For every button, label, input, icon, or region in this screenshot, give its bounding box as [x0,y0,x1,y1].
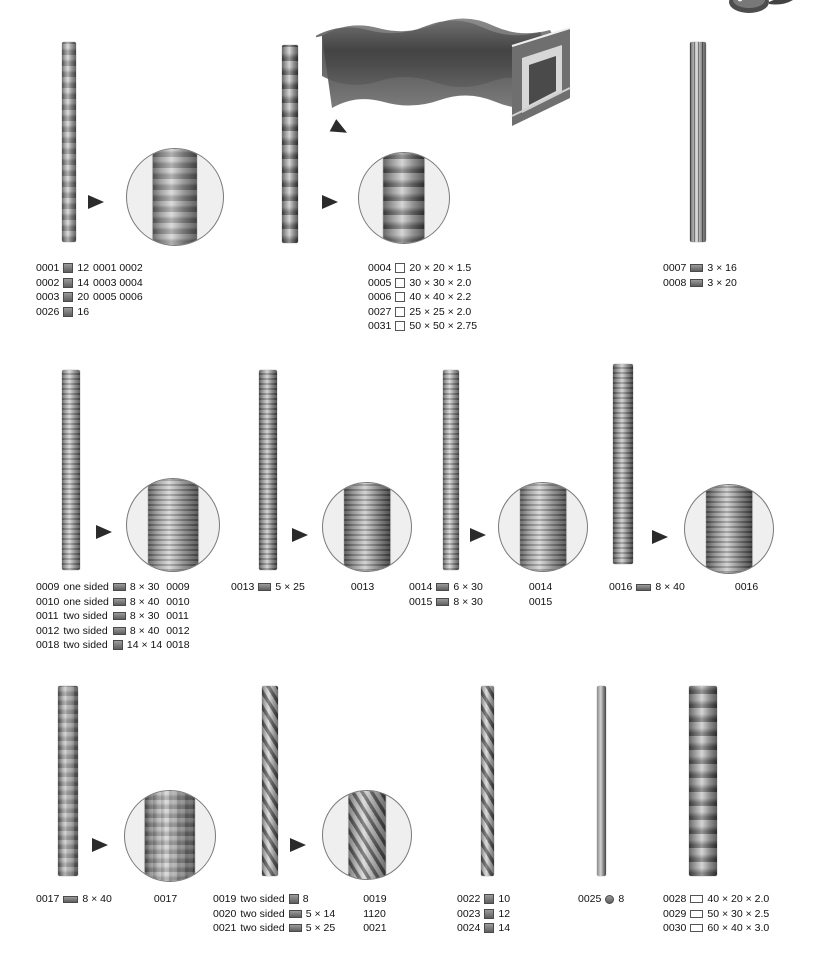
item-ref: 0010 [166,595,190,608]
item-spec: 12 [484,907,514,922]
item-spec: 12 [63,261,93,276]
profile-bar-floral [58,686,78,876]
item-spec: 25 × 25 × 2.0 [395,305,481,320]
item-code: 0014 [409,581,433,593]
item-code: 0029 [663,907,687,920]
profile-bar-spiral [481,686,494,876]
item-ref: 0012 [166,624,190,637]
item-ref: 0001 0002 [93,262,143,274]
item-spec: 8 × 30 [113,580,166,595]
item-code: 0027 [368,305,392,318]
item-spec: 5 × 25 [258,580,309,595]
item-code: 0030 [663,922,687,934]
item-sides: two sided [63,624,108,637]
item-spec: 30 × 30 × 2.0 [395,276,481,291]
item-code: 0006 [368,291,392,303]
item-spec: 3 × 20 [690,276,741,291]
profile-bar-chiselled [62,370,80,570]
caption-group-hollow-tube [368,261,481,334]
square-swatch-icon [63,307,73,317]
detail-circle-hammered [126,148,224,246]
item-spec: 8 × 40 [113,624,166,639]
profile-bar-bark [443,370,459,570]
item-code: 0004 [368,262,392,274]
caption-group-square-hammered [36,261,147,319]
hollow-square-swatch-icon [395,263,405,273]
round-swatch-icon [605,895,614,904]
caption-group-wave-pattern [609,580,762,595]
item-spec: 8 × 30 [113,609,166,624]
item-sides: two sided [240,922,285,934]
detail-circle-wave [684,484,774,574]
detail-arrow [96,525,112,539]
item-code: 0016 [609,581,633,593]
hollow-flat-swatch-icon [690,910,703,918]
detail-arrow [92,838,108,852]
detail-arrow [88,195,104,209]
hollow-flat-swatch-icon [690,924,703,932]
item-code: 0019 [213,893,237,905]
item-spec: 6 × 30 [436,580,487,595]
caption-group-grooved-flat [663,261,741,290]
item-code: 0001 [36,262,60,274]
item-spec: 20 × 20 × 1.5 [395,261,481,276]
item-code: 0009 [36,581,60,593]
item-ref: 1120 [363,907,386,920]
hollow-flat-swatch-icon [690,895,703,903]
item-sides: one sided [63,581,109,593]
detail-arrow [652,530,668,544]
flat-swatch-icon [690,279,703,287]
item-spec: 8 [605,892,628,907]
hollow-square-swatch-icon [395,307,405,317]
item-sides: two sided [240,893,285,905]
profile-bar-round-plain [597,686,606,876]
caption-group-hammered-tube [663,892,773,936]
square-swatch-icon [484,923,494,933]
item-spec: 5 × 25 [289,921,340,936]
flat-swatch-icon [436,598,449,606]
square-swatch-icon [63,292,73,302]
item-code: 0021 [213,922,237,934]
flat-swatch-icon [636,584,651,591]
profile-bar-twisted [262,686,278,876]
item-spec: 60 × 40 × 3.0 [690,921,773,936]
square-swatch-icon [289,894,299,904]
item-code: 0020 [213,907,237,920]
item-sides: one sided [63,595,109,608]
detail-circle-scalloped [358,152,450,244]
item-spec: 8 × 40 [636,580,689,595]
caption-group-chiselled [36,580,194,653]
item-code: 0028 [663,893,687,905]
caption-group-leaf-pattern [231,580,378,595]
item-spec: 3 × 16 [690,261,741,276]
item-code: 0011 [36,610,59,622]
item-sides: two sided [240,907,285,920]
item-ref: 0018 [166,639,190,651]
flat-swatch-icon [63,896,78,903]
profile-bar-hammered-square [62,42,76,242]
flat-swatch-icon [690,264,703,272]
detail-circle-floral [124,790,216,882]
square-swatch-icon [484,894,494,904]
detail-arrow [292,528,308,542]
flat-swatch-icon [289,910,302,918]
caption-group-spiral [457,892,514,936]
square-swatch-icon [113,640,123,650]
item-sides: two sided [63,610,108,622]
item-ref: 0005 0006 [93,291,143,303]
item-spec: 40 × 40 × 2.2 [395,290,481,305]
item-spec: 10 [484,892,514,907]
flat-swatch-icon [113,627,126,635]
item-ref: 0013 [350,581,375,593]
caption-group-twisted-round [213,892,391,936]
item-spec: 8 × 30 [436,595,487,610]
item-spec: 14 [63,276,93,291]
flat-swatch-icon [113,583,126,591]
item-spec: 50 × 30 × 2.5 [690,907,773,922]
detail-arrow [322,195,338,209]
detail-arrow [470,528,486,542]
item-ref: 0017 [153,893,178,905]
profile-bar-leaf [259,370,277,570]
item-code: 0003 [36,291,60,303]
item-spec: 5 × 14 [289,907,340,922]
item-code: 0002 [36,276,60,289]
item-ref: 0019 [363,893,387,905]
item-spec: 8 [289,892,340,907]
profile-bar-grooved [690,42,706,242]
flat-swatch-icon [113,612,126,620]
item-spec: 14 [484,921,514,936]
item-spec: 50 × 50 × 2.75 [395,319,481,334]
item-code: 0026 [36,305,60,318]
item-code: 0012 [36,624,60,637]
square-swatch-icon [63,278,73,288]
detail-circle-leaf [322,482,412,572]
item-code: 0031 [368,320,392,332]
profile-bar-wave [613,364,633,564]
company-logo-icon [713,0,799,22]
item-code: 0005 [368,276,392,289]
item-code: 0013 [231,581,255,593]
hollow-square-swatch-icon [395,278,405,288]
item-spec: 16 [63,305,93,320]
item-ref: 0015 [528,595,553,608]
square-swatch-icon [63,263,73,273]
item-code: 0010 [36,595,60,608]
item-ref: 0016 [734,581,759,593]
item-code: 0018 [36,639,60,651]
item-code: 0007 [663,262,687,274]
caption-group-floral-pattern [36,892,181,907]
item-spec: 14 × 14 [113,638,166,653]
item-code: 0015 [409,595,433,608]
hollow-tube-illustration [316,2,576,150]
detail-circle-chiselled [126,478,220,572]
item-spec: 8 × 40 [113,595,166,610]
flat-swatch-icon [258,583,271,591]
square-swatch-icon [484,909,494,919]
flat-swatch-icon [113,598,126,606]
item-ref: 0011 [166,610,189,622]
item-ref: 0014 [528,581,553,593]
item-spec: 20 [63,290,93,305]
caption-group-round-plain [578,892,628,907]
item-code: 0024 [457,922,481,934]
profile-bar-scalloped [282,45,298,243]
item-code: 0017 [36,893,60,905]
flat-swatch-icon [436,583,449,591]
item-sides: two sided [63,639,108,651]
item-code: 0022 [457,893,481,905]
detail-circle-twisted [322,790,412,880]
item-spec: 8 × 40 [63,892,116,907]
detail-circle-bark [498,482,588,572]
hollow-square-swatch-icon [395,321,405,331]
caption-group-bark-pattern [409,580,556,609]
item-ref: 0009 [166,581,190,593]
item-code: 0025 [578,893,602,905]
profile-bar-hammered-tube [689,686,717,876]
detail-arrow [290,838,306,852]
item-code: 0008 [663,276,687,289]
item-ref: 0021 [363,922,387,934]
hollow-square-swatch-icon [395,292,405,302]
item-spec: 40 × 20 × 2.0 [690,892,773,907]
item-code: 0023 [457,907,481,920]
flat-swatch-icon [289,924,302,932]
item-ref: 0003 0004 [93,276,143,289]
